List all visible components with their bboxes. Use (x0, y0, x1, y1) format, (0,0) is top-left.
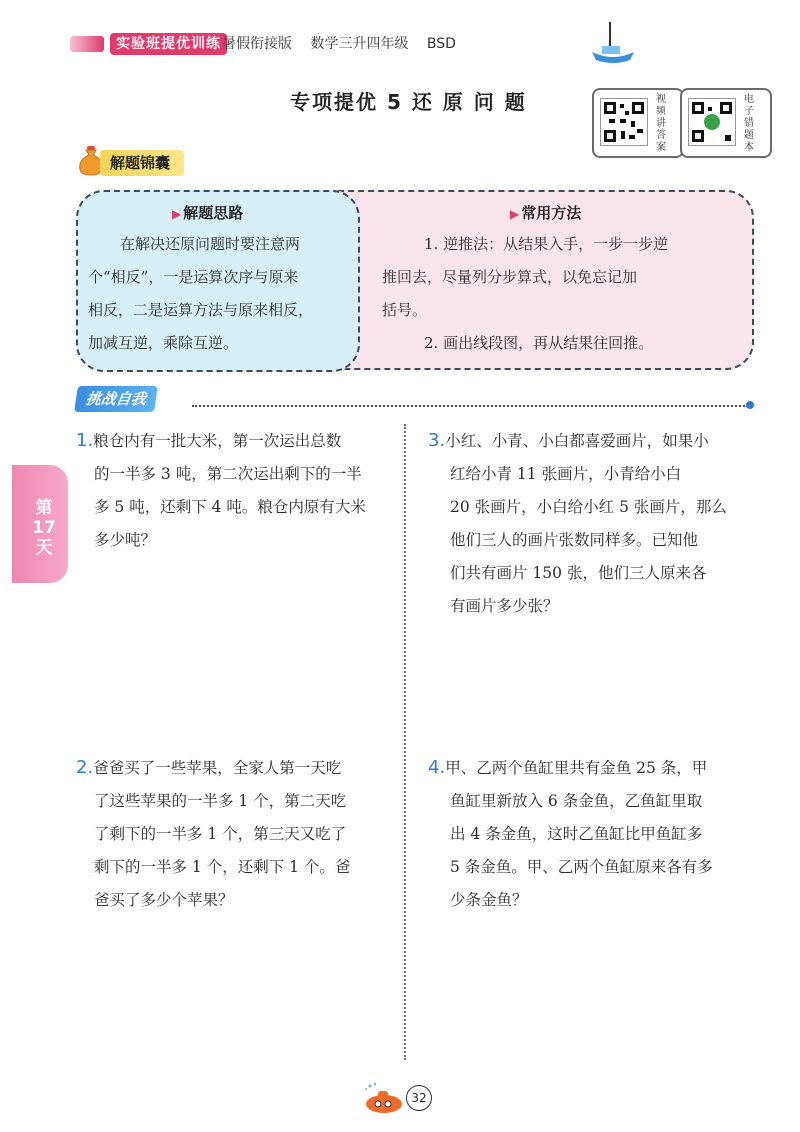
question-line: 20 张画片，小白给小红 5 张画片，那么 (450, 498, 727, 516)
divider-dot (746, 401, 754, 409)
submarine-icon (362, 1082, 410, 1116)
question-line: 爸爸买了一些苹果，全家人第一天吃 (93, 759, 342, 777)
question-line: 了剩下的一半多 1 个，第三天又吃了 (94, 825, 347, 843)
thinking-heading (172, 202, 243, 223)
day-label-suffix: 天 (35, 538, 53, 558)
question-line: 的一半多 3 吨，第二次运出剩下的一半 (94, 465, 362, 483)
question-1 (76, 424, 402, 557)
triangle-icon: ▶ (510, 207, 520, 221)
grade-label: 数学三升四年级 (310, 36, 409, 52)
question-line: 他们三人的画片张数同样多。已知他 (450, 531, 699, 549)
methods-heading (510, 202, 581, 223)
question-line: 粮仓内有一批大米，第一次运出总数 (93, 432, 342, 450)
tips-banner: 解题锦囊 (100, 150, 184, 176)
methods-text (382, 228, 742, 360)
thinking-panel (76, 190, 360, 372)
series-decoration (70, 36, 104, 52)
question-2 (76, 751, 402, 917)
question-4 (428, 751, 758, 917)
methods-line: 推回去，尽量列分步算式，以免忘记加 (382, 268, 638, 286)
question-line: 多少吨？ (94, 531, 157, 549)
methods-title: 常用方法 (521, 204, 582, 222)
thinking-title: 解题思路 (183, 204, 244, 222)
dotted-divider (192, 405, 748, 407)
question-line: 鱼缸里新放入 6 条金鱼，乙鱼缸里取 (450, 792, 703, 810)
question-number: 2. (76, 757, 94, 778)
thinking-line: 个“相反”，一是运算次序与原来 (88, 268, 299, 286)
methods-line: 1. 逆推法：从结果入手，一步一步逆 (424, 235, 669, 253)
challenge-banner: 挑战自我 (74, 386, 158, 412)
day-label (30, 498, 58, 558)
series-title: 实验班提优训练 (110, 33, 227, 55)
qr-code-icon (688, 98, 736, 146)
header-info (222, 34, 470, 54)
question-line: 甲、乙两个鱼缸里共有金鱼 25 条，甲 (445, 759, 708, 777)
column-divider (404, 424, 406, 1060)
error-notebook-label: 电子错题本 (744, 94, 754, 153)
boat-icon (588, 22, 638, 66)
publisher-label: BSD (426, 36, 456, 52)
question-line: 小红、小青、小白都喜爱画片，如果小 (445, 432, 709, 450)
question-number: 3. (428, 430, 446, 451)
thinking-line: 相反，二是运算方法与原来相反， (88, 301, 314, 319)
thinking-line: 在解决还原问题时要注意两 (120, 235, 301, 253)
thinking-text (88, 228, 354, 360)
thinking-line: 加减互逆，乘除互逆。 (88, 334, 239, 352)
page-number: 32 (406, 1085, 432, 1111)
question-3 (428, 424, 758, 623)
question-line: 有画片多少张？ (450, 597, 559, 615)
page-title: 专项提优 5 还 原 问 题 (290, 90, 527, 114)
question-number: 4. (428, 757, 446, 778)
question-line: 少条金鱼？ (450, 891, 528, 909)
video-answer-qr-box[interactable] (592, 88, 684, 158)
day-number: 17 (32, 518, 56, 538)
question-line: 多 5 吨，还剩下 4 吨。粮仓内原有大米 (94, 498, 366, 516)
methods-line: 括号。 (382, 301, 428, 319)
question-line: 剩下的一半多 1 个，还剩下 1 个。爸 (94, 858, 351, 876)
methods-line: 2. 画出线段图，再从结果往回推。 (424, 334, 654, 352)
edition-label: 暑假衔接版 (222, 36, 292, 52)
qr-code-icon (600, 98, 648, 146)
question-line: 们共有画片 150 张，他们三人原来各 (450, 564, 707, 582)
triangle-icon: ▶ (172, 207, 182, 221)
question-line: 5 条金鱼。甲、乙两个鱼缸原来各有多 (450, 858, 713, 876)
error-notebook-qr-box[interactable] (680, 88, 772, 158)
day-label-prefix: 第 (35, 498, 53, 518)
question-line: 爸买了多少个苹果？ (94, 891, 234, 909)
question-number: 1. (76, 430, 94, 451)
video-answer-label: 视频讲答案 (656, 94, 666, 153)
question-line: 出 4 条金鱼，这时乙鱼缸比甲鱼缸多 (450, 825, 703, 843)
question-line: 红给小青 11 张画片，小青给小白 (450, 465, 682, 483)
question-line: 了这些苹果的一半多 1 个，第二天吃 (94, 792, 347, 810)
